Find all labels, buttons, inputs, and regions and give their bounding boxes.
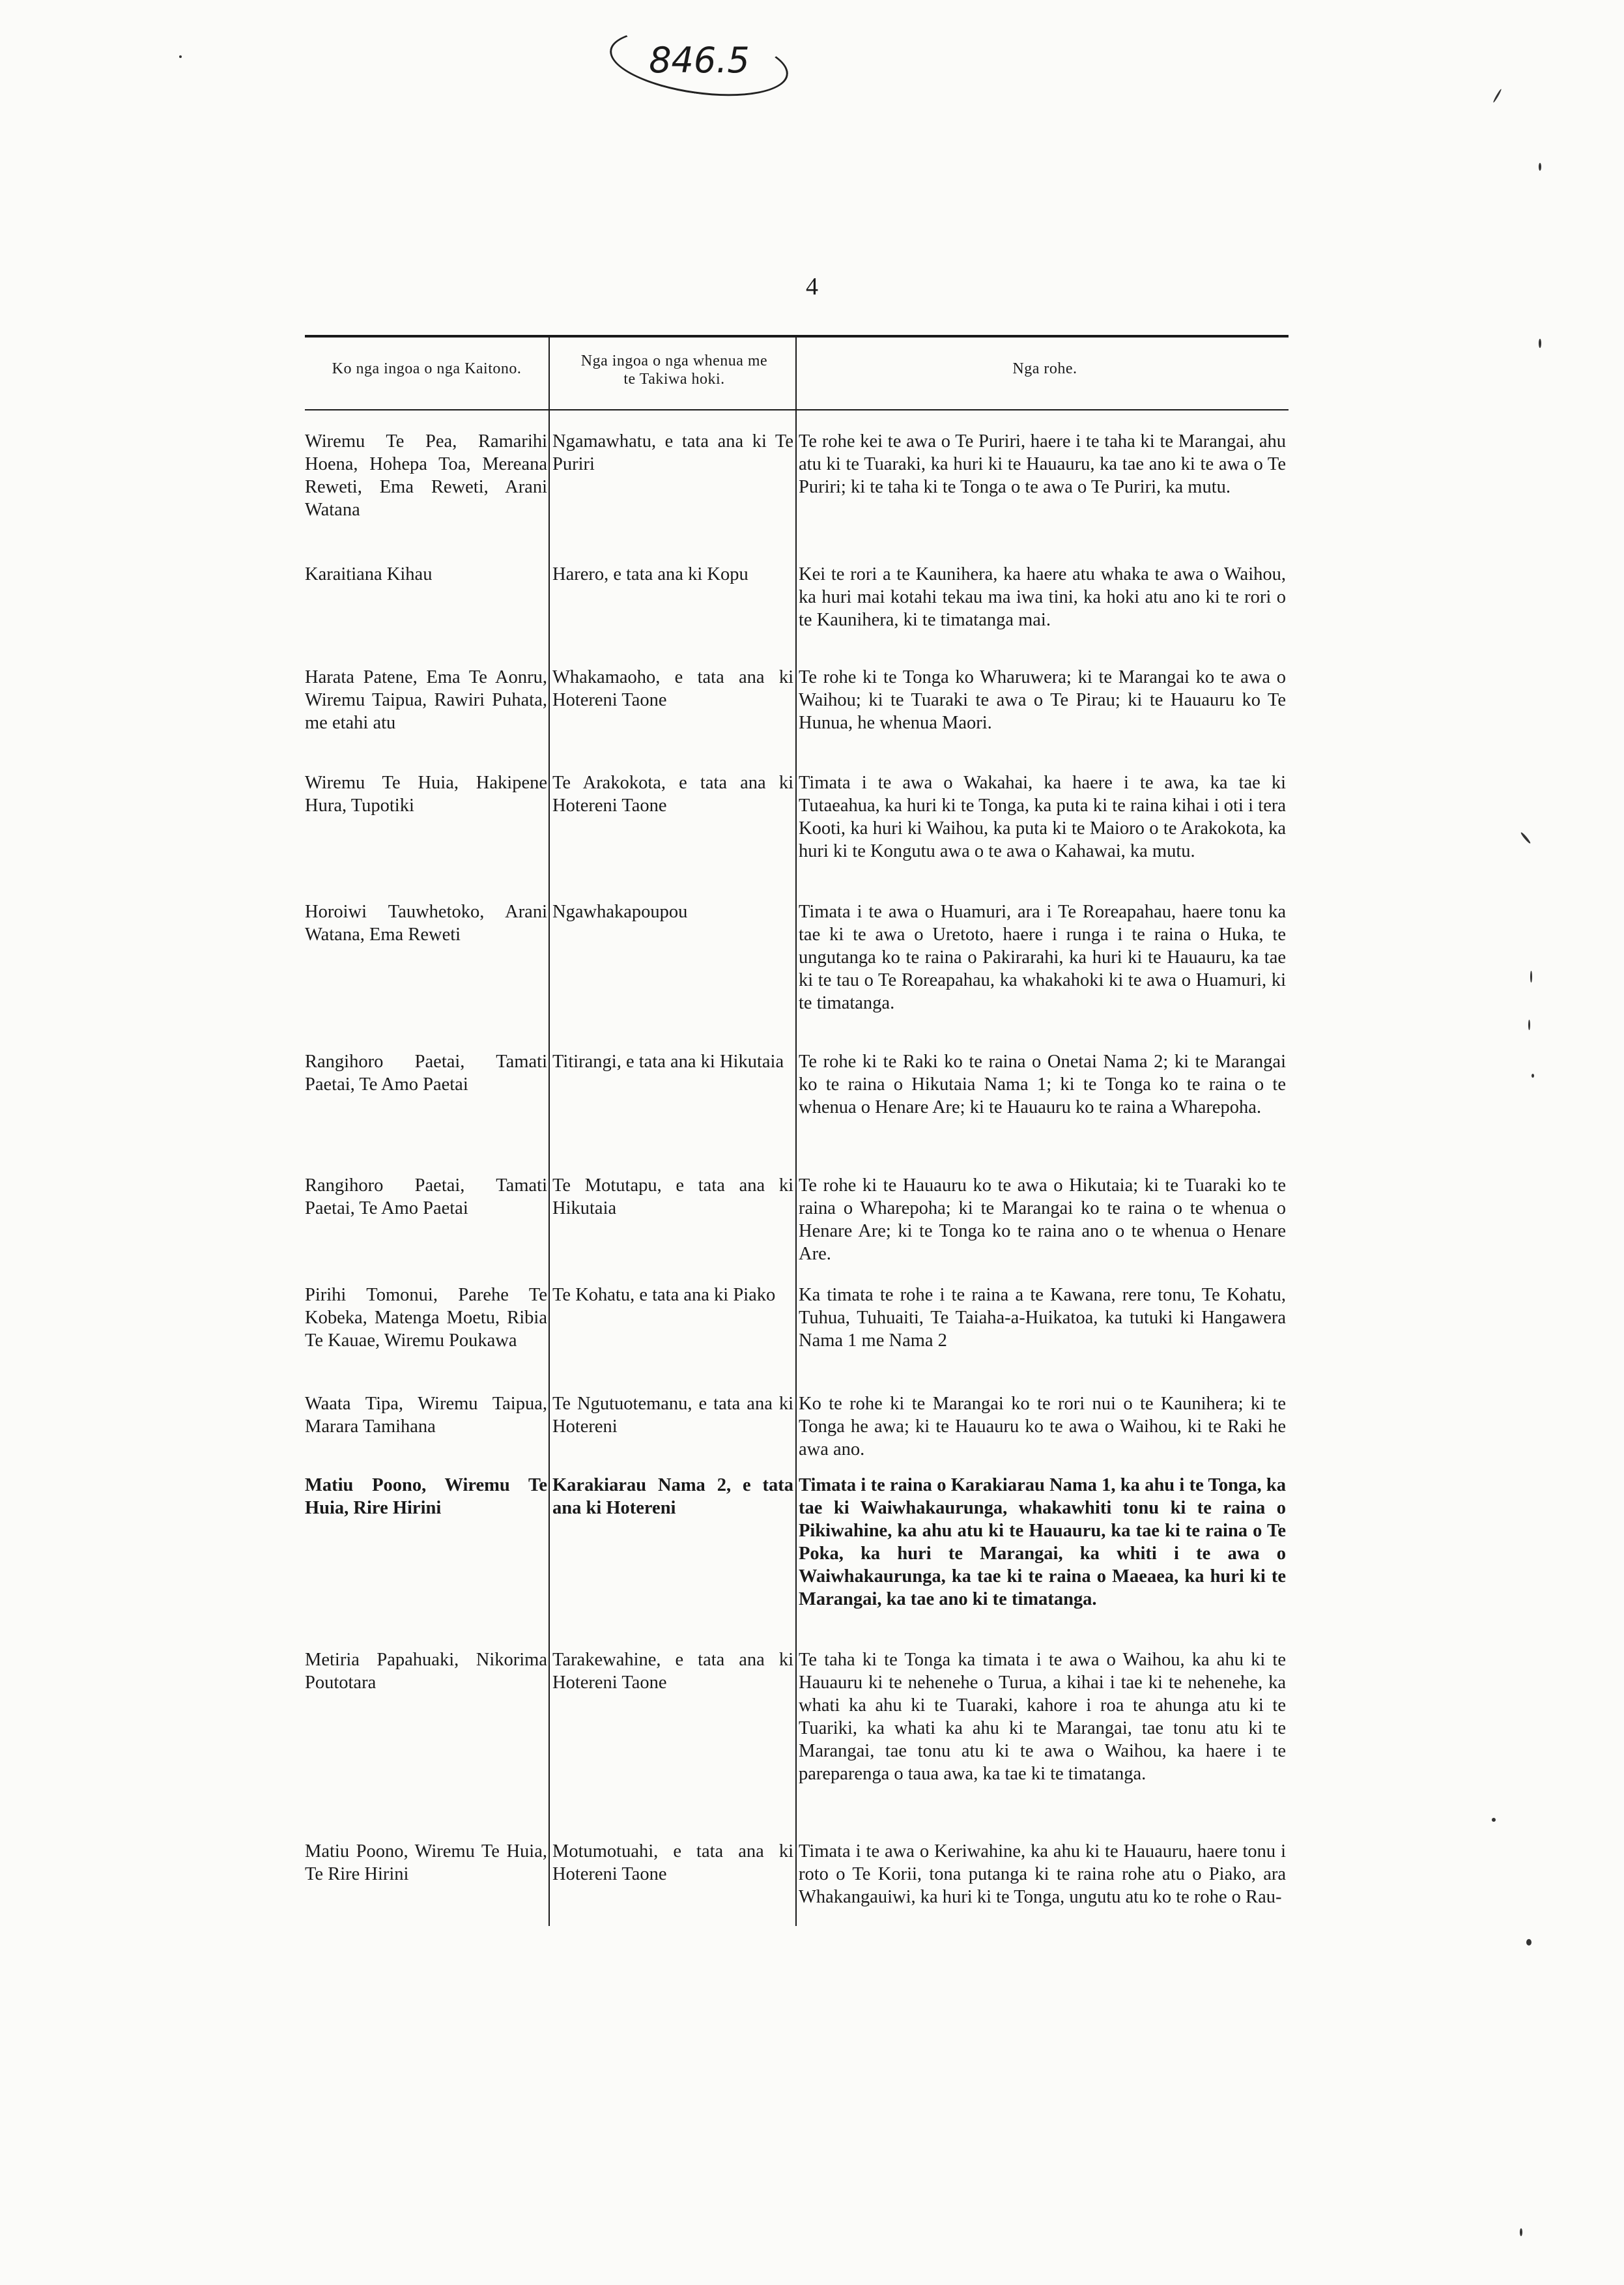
claimants-cell: Wiremu Te Huia, Hakipene Hura, Tupotiki (305, 773, 547, 816)
column-divider-2 (795, 336, 797, 1926)
claimants-cell: Horoiwi Tauwhetoko, Arani Watana, Ema Reweti (305, 902, 547, 945)
boundaries-cell: Timata i te awa o Huamuri, ara i Te Roreapahau, haere tonu ka tae ki te awa o Uretoto, haere i runga i te raina o Huka, te ungutanga ko te raina o Pakirarahi, ka huri ki te Hauauru, ka tae ki te tau o Te Roreapahau, ka whakahoki ki te awa o Huamuri, ki te timatanga. (799, 902, 1286, 1013)
claimants-cell: Metiria Papahuaki, Nikorima Poutotara (305, 1650, 547, 1693)
claimants-cell: Matiu Poono, Wiremu Te Huia, Rire Hirini (305, 1475, 547, 1518)
scan-speck (1530, 971, 1532, 983)
boundaries-cell: Te rohe kei te awa o Te Puriri, haere i te taha ki te Marangai, ahu atu ki te Tuaraki, ka huri ki te Hauauru, ka tae ano ki te awa o Te Puriri; ki te taha ki te Tonga o te awa o Te Puriri, ka mutu. (799, 431, 1286, 497)
page-number: 4 (806, 273, 818, 300)
scan-speck (179, 55, 182, 58)
boundaries-cell: Te rohe ki te Tonga ko Wharuwera; ki te Marangai ko te awa o Waihou; ki te Tuaraki te awa o Te Pirau; ki te Hauauru ko Te Hunua, he whenua Maori. (799, 667, 1286, 733)
land-cell: Whakamaoho, e tata ana ki Hotereni Taone (552, 667, 793, 710)
scan-speck (1539, 339, 1541, 348)
header-claimants: Ko nga ingoa o nga Kaitono. (332, 360, 522, 377)
table-top-rule (305, 335, 1289, 338)
claimants-cell: Harata Patene, Ema Te Aonru, Wiremu Taipua, Rawiri Puhata, me etahi atu (305, 667, 547, 733)
land-cell: Te Ngutuotemanu, e tata ana ki Hotereni (552, 1394, 793, 1437)
land-cell: Ngawhakapoupou (552, 902, 688, 922)
boundaries-cell: Timata i te awa o Wakahai, ka haere i te awa, ka tae ki Tutaeahua, ka huri ki te Tonga, ka puta ki te raina kihai i oti i tera Kooti, ka huri ki Waihou, ka puta ki te Maioro o te Arakokota, ka huri ki te Kongutu awa o te awa o Kahawai, ka mutu. (799, 773, 1286, 861)
boundaries-cell: Ka timata te rohe i te raina a te Kawana, rere tonu, Te Kohatu, Tuhua, Tuhuaiti, Te Taiaha-a-Huikatoa, ka tutuki ki Hangawera Nama 1 me Nama 2 (799, 1285, 1286, 1351)
claimants-cell: Pirihi Tomonui, Parehe Te Kobeka, Matenga Moetu, Ribia Te Kauae, Wiremu Poukawa (305, 1285, 547, 1351)
claimants-cell: Karaitiana Kihau (305, 564, 433, 584)
land-cell: Harero, e tata ana ki Kopu (552, 564, 748, 584)
boundaries-cell: Kei te rori a te Kaunihera, ka haere atu whaka te awa o Waihou, ka huri mai kotahi tekau ma iwa tini, ka hoki atu ano ki te rori o te Kaunihera, ki te timatanga mai. (799, 564, 1286, 630)
scan-speck (1526, 1939, 1531, 1946)
boundaries-cell: Timata i te awa o Keriwahine, ka ahu ki te Hauauru, haere tonu i roto o Te Korii, tona putanga ki te raina rohe atu o Piako, ara Whakangauiwi, ka huri ki te Tonga, ungutu atu ko te rohe o Rau- (799, 1841, 1286, 1907)
land-cell: Karakiarau Nama 2, e tata ana ki Hotereni (552, 1475, 793, 1518)
scan-speck (1528, 1020, 1530, 1030)
land-cell: Ngamawhatu, e tata ana ki Te Puriri (552, 431, 793, 474)
boundaries-cell: Te rohe ki te Hauauru ko te awa o Hikutaia; ki te Tuaraki ko te raina o Wharepoha; ki te Marangai ko te raina o te whenua o Henare Are; ki te Tonga ko te raina ano o te whenua o Henare Are. (799, 1175, 1286, 1264)
claimants-cell: Matiu Poono, Wiremu Te Huia, Te Rire Hirini (305, 1841, 547, 1884)
scan-speck (1492, 1818, 1496, 1822)
land-cell: Te Arakokota, e tata ana ki Hotereni Taone (552, 773, 793, 816)
boundaries-cell: Timata i te raina o Karakiarau Nama 1, ka ahu i te Tonga, ka tae ki Waiwhakaurunga, whakawhiti tonu ki te raina o Pikiwahine, ka ahu atu ki te Hauauru, ka tae ki te raina o Te Poka, ka huri te Marangai, ka whiti i te awa o Waiwhakaurunga, ka tae ki te raina o Maeaea, ka huri ki te Marangai, ka tae ano ki te timatanga. (799, 1475, 1286, 1609)
boundaries-cell: Ko te rohe ki te Marangai ko te rori nui o te Kaunihera; ki te Tonga he awa; ki te Hauauru ko te awa o Waihou, ki te Raki he awa ano. (799, 1394, 1286, 1459)
claimants-cell: Waata Tipa, Wiremu Taipua, Marara Tamihana (305, 1394, 547, 1437)
table-header-rule (305, 409, 1289, 410)
scan-speck (1539, 163, 1541, 171)
scan-speck (1520, 831, 1531, 844)
claimants-cell: Rangihoro Paetai, Tamati Paetai, Te Amo Paetai (305, 1175, 547, 1218)
land-cell: Tarakewahine, e tata ana ki Hotereni Taone (552, 1650, 793, 1693)
boundaries-cell: Te rohe ki te Raki ko te raina o Onetai Nama 2; ki te Marangai ko te raina o Hikutaia Nama 1; ki te Tonga ko te raina o te whenua o Henare Are; ki te Hauauru ko te raina a Wharepoha. (799, 1052, 1286, 1117)
boundaries-cell: Te taha ki te Tonga ka timata i te awa o Waihou, ka ahu ki te Hauauru ki te nehenehe o Turua, a kihai i tae ki te nehenehe, ka whati ka ahu ki te Tuaraki, kahore i roa te ahunga atu ki te Tuariki, ka whati ka ahu ki te Marangai, tae tonu atu ki te Marangai, tae tonu atu ki te awa o Waihou, ka haere i te pareparenga o taua awa, ka tae ki te timatanga. (799, 1650, 1286, 1784)
land-cell: Te Kohatu, e tata ana ki Piako (552, 1285, 776, 1305)
column-divider-1 (548, 336, 550, 1926)
header-boundaries: Nga rohe. (1012, 360, 1077, 377)
scan-speck (1520, 2228, 1522, 2236)
archive-stamp (606, 19, 793, 106)
header-land: Nga ingoa o nga whenua me te Takiwa hoki. (580, 352, 768, 388)
claimants-cell: Rangihoro Paetai, Tamati Paetai, Te Amo Paetai (305, 1052, 547, 1095)
scan-speck (1531, 1074, 1534, 1078)
claimants-cell: Wiremu Te Pea, Ramarihi Hoena, Hohepa Toa, Mereana Reweti, Ema Reweti, Arani Watana (305, 431, 547, 520)
land-cell: Titirangi, e tata ana ki Hikutaia (552, 1052, 784, 1072)
land-cell: Te Motutapu, e tata ana ki Hikutaia (552, 1175, 793, 1218)
land-cell: Motumotuahi, e tata ana ki Hotereni Taone (552, 1841, 793, 1884)
scan-speck (1492, 89, 1502, 103)
archive-mark: 846.5 (649, 40, 750, 81)
